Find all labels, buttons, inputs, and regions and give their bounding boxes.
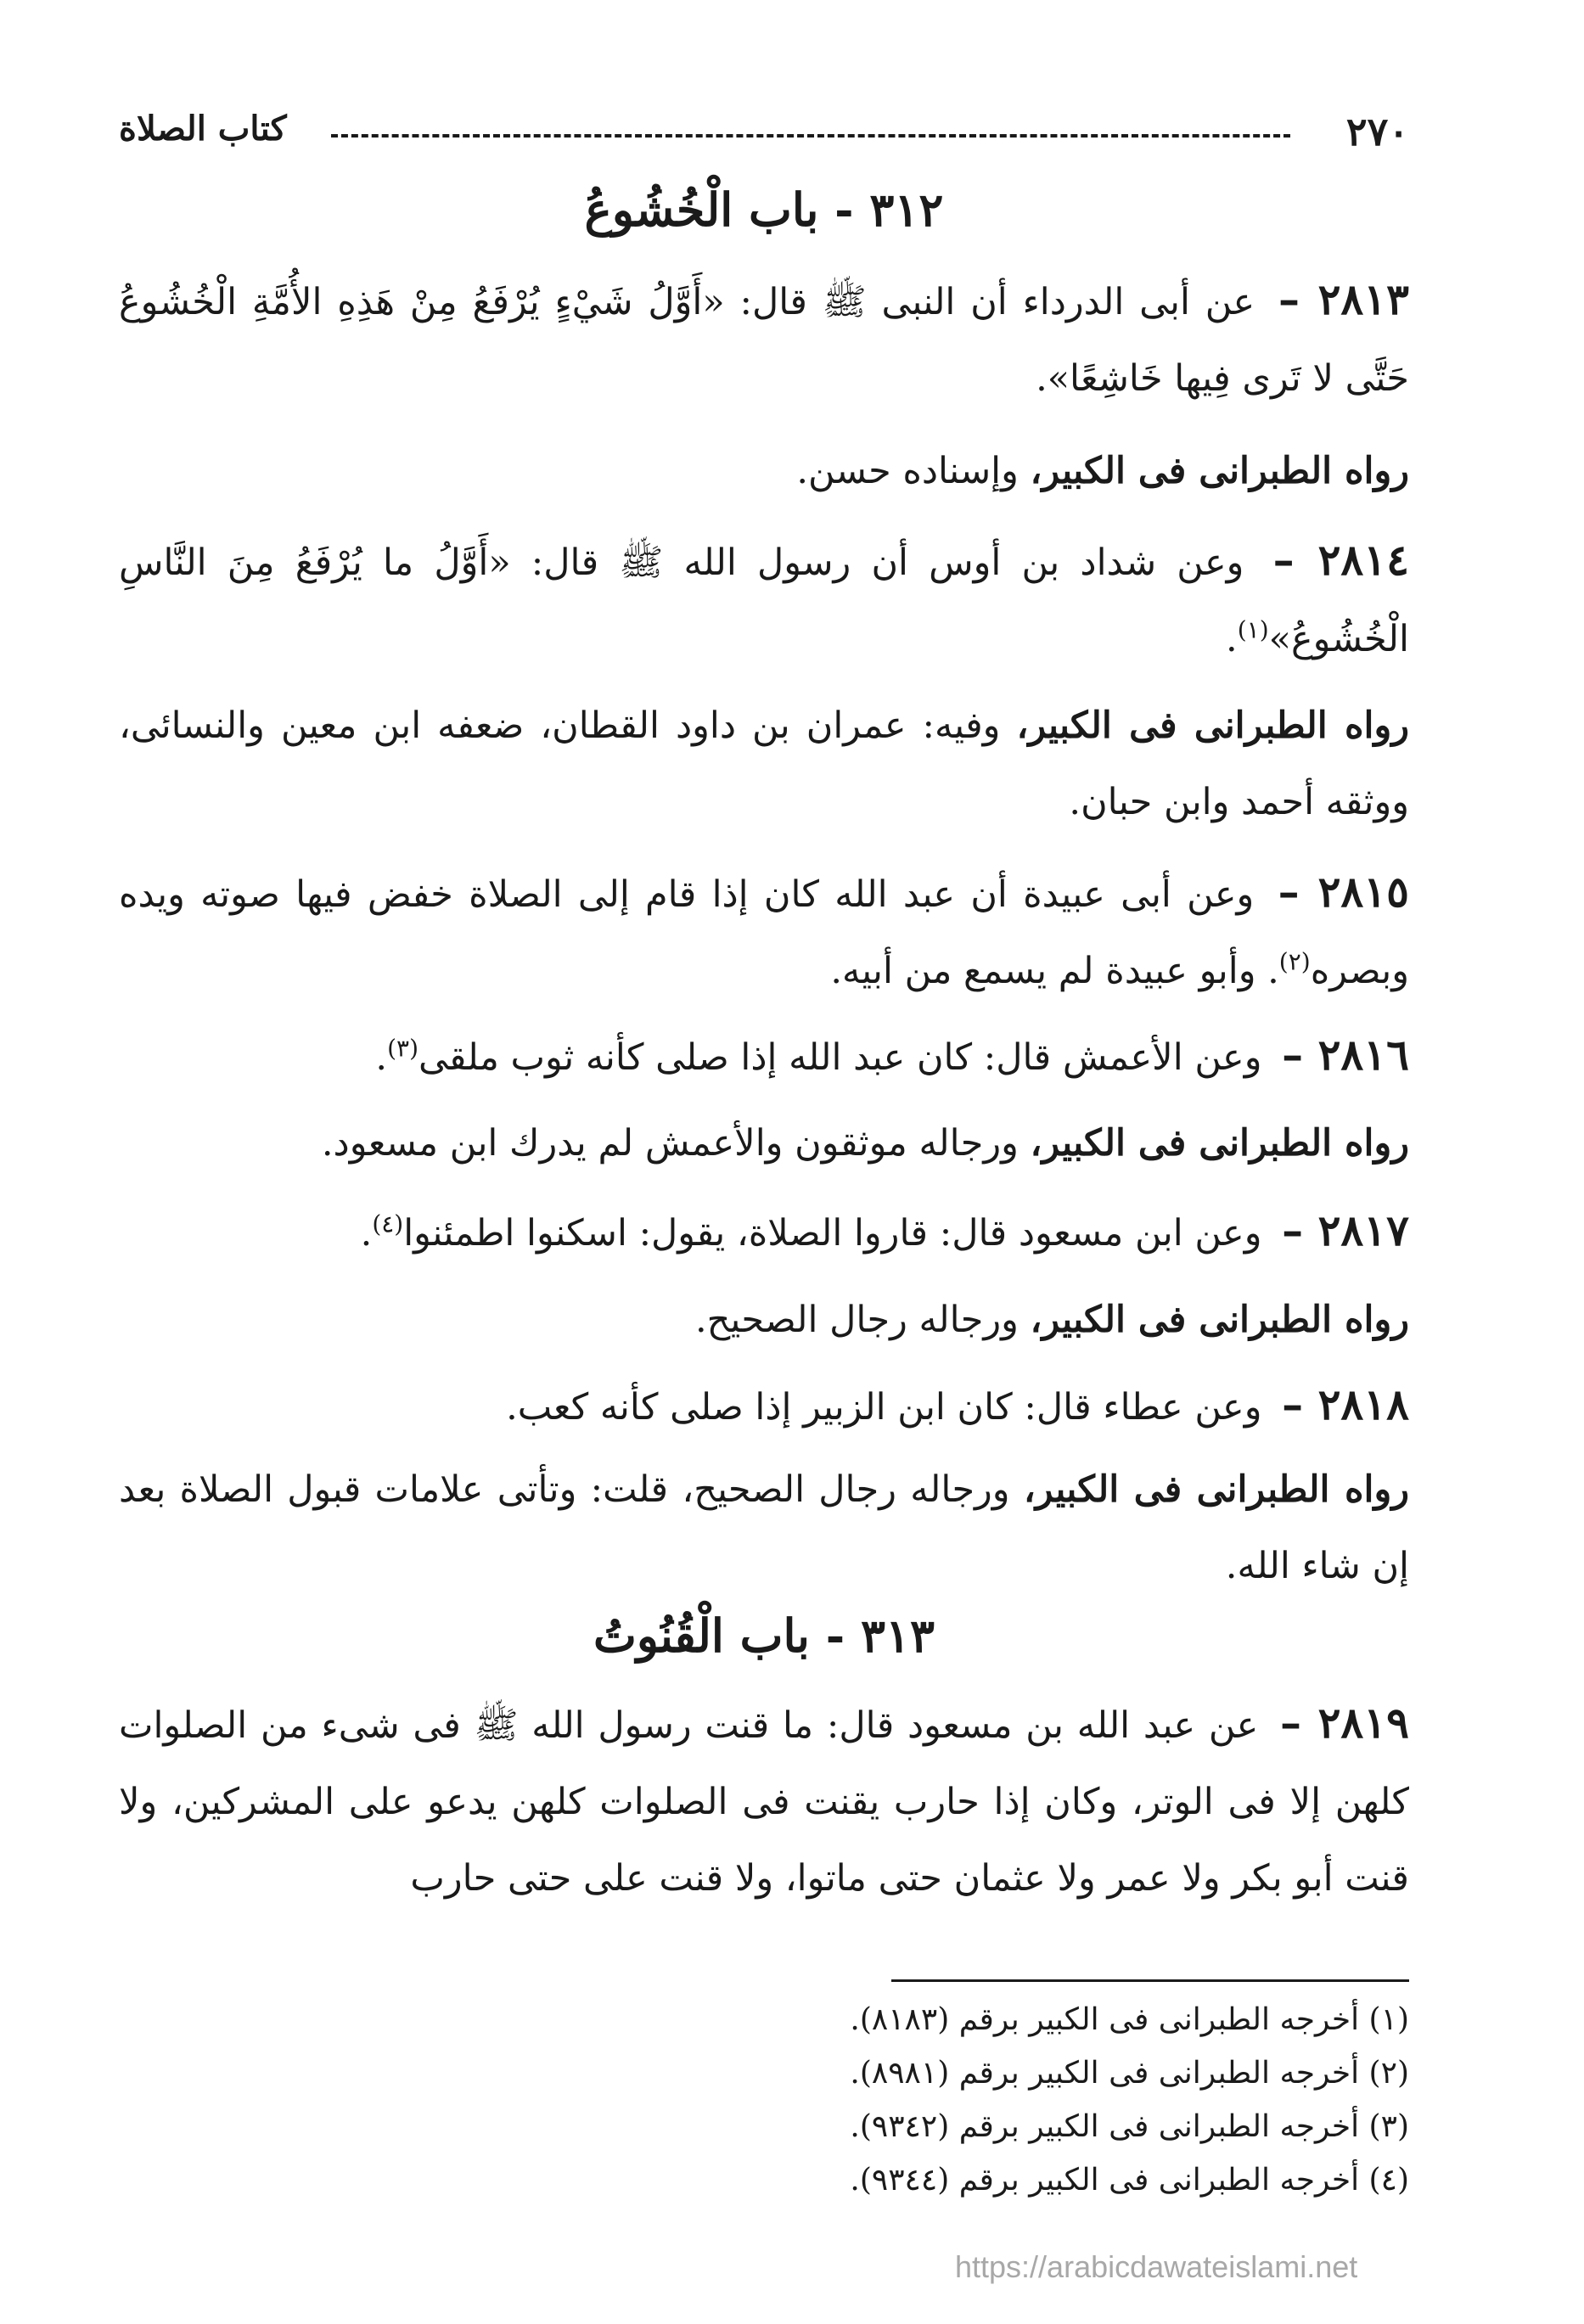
book-title: كتاب الصلاة (119, 109, 287, 149)
source-text: ورجاله رجال الصحيح. (694, 1299, 1019, 1341)
hadith-text: وعن عطاء قال: كان ابن الزبير إذا صلى كأنه كعب. (506, 1386, 1262, 1429)
hadith-tail: . (375, 1036, 388, 1079)
footnote-marker: (٤) (372, 1210, 404, 1238)
footnote-separator (891, 1979, 1409, 1982)
source-label: رواه الطبرانى فى الكبير، (1030, 1299, 1409, 1341)
hadith-entry (119, 1193, 1409, 1271)
page-number: ٢٧٠ (1345, 109, 1409, 154)
hadith-number: ٢٨١٣ – (1278, 274, 1409, 324)
chapter-heading: ٣١٣ - باب الْقُنُوتُ (593, 1608, 935, 1663)
source-text: وفيه: عمران بن داود القطان، ضعفه ابن معين والنسائى، ووثقه أحمد وابن حبان. (119, 704, 1409, 823)
source-text: وإسناده حسن. (796, 450, 1019, 492)
hadith-entry (119, 1017, 1409, 1096)
chapter-heading: ٣١٢ - باب الْخُشُوعُ (584, 182, 944, 237)
footnote-marker: (١) (1237, 615, 1269, 644)
footnote: (٢) أخرجه الطبرانى فى الكبير برقم (٨٩٨١). (850, 2056, 1409, 2091)
source-note (119, 1282, 1409, 1358)
footnotes (119, 1993, 1409, 2207)
running-head (119, 109, 1409, 160)
hadith-tail: . (1226, 618, 1238, 660)
source-note (119, 688, 1409, 840)
hadith-text: عن أبى الدرداء أن النبى ﷺ قال: «أَوَّلُ شَيْءٍ يُرْفَعُ مِنْ هَذِهِ الأُمَّةِ الْخُشُوعُ حَتَّى لا تَرى فِيها خَاشِعًا». (119, 281, 1409, 400)
footnote: (٤) أخرجه الطبرانى فى الكبير برقم (٩٣٤٤). (850, 2163, 1409, 2198)
hadith-text: وعن الأعمش قال: كان عبد الله إذا صلى كأنه ثوب ملقى (418, 1036, 1262, 1079)
hadith-number: ٢٨١٥ – (1278, 867, 1409, 917)
hadith-number: ٢٨١٤ – (1272, 535, 1409, 585)
hadith-entry (119, 1367, 1409, 1445)
source-note (119, 1451, 1409, 1604)
hadith-number: ٢٨١٩ – (1280, 1698, 1409, 1748)
hadith-tail: . وأبو عبيدة لم يسمع من أبيه. (830, 950, 1279, 992)
footnote: (٣) أخرجه الطبرانى فى الكبير برقم (٩٣٤٢). (850, 2109, 1409, 2144)
hadith-text: عن عبد الله بن مسعود قال: ما قنت رسول الله ﷺ فى شىء من الصلوات كلهن إلا فى الوتر، وكان إذا حارب يقنت فى الصلوات كلهن يدعو على المشركين، ولا قنت أبو بكر ولا عمر ولا عثمان حتى ماتوا، ولا قنت على حتى حارب (119, 1704, 1409, 1900)
hadith-text: وعن شداد بن أوس أن رسول الله ﷺ قال: «أَوَّلُ ما يُرْفَعُ مِنَ النَّاسِ الْخُشُوعُ» (119, 542, 1409, 660)
footnote-marker: (٣) (387, 1034, 418, 1063)
hadith-text: وعن أبى عبيدة أن عبد الله كان إذا قام إلى الصلاة خفض فيها صوته ويده وبصره (119, 873, 1409, 992)
header-dashed-rule (331, 134, 1290, 138)
hadith-entry (119, 261, 1409, 417)
source-note (119, 1105, 1409, 1182)
hadith-number: ٢٨١٨ – (1282, 1379, 1409, 1429)
hadith-entry (119, 854, 1409, 1009)
source-label: رواه الطبرانى فى الكبير، (1023, 1468, 1409, 1511)
source-note (119, 433, 1409, 509)
hadith-text: وعن ابن مسعود قال: قاروا الصلاة، يقول: اسكنوا اطمئنوا (403, 1212, 1262, 1255)
hadith-number: ٢٨١٧ – (1282, 1205, 1409, 1255)
footnote: (١) أخرجه الطبرانى فى الكبير برقم (٨١٨٣). (850, 2002, 1409, 2037)
hadith-number: ٢٨١٦ – (1282, 1030, 1409, 1080)
watermark-url: https://arabicdawateislami.net (955, 2249, 1358, 2284)
source-label: رواه الطبرانى فى الكبير، (1030, 1122, 1409, 1165)
source-label: رواه الطبرانى فى الكبير، (1030, 450, 1409, 492)
source-label: رواه الطبرانى فى الكبير، (1016, 704, 1409, 747)
hadith-entry (119, 1685, 1409, 1917)
hadith-entry (119, 522, 1409, 677)
source-text: ورجاله رجال الصحيح، قلت: وتأتى علامات قبول الصلاة بعد إن شاء الله. (119, 1468, 1409, 1587)
footnote-marker: (٢) (1278, 947, 1311, 976)
hadith-tail: . (360, 1212, 373, 1255)
source-text: ورجاله موثقون والأعمش لم يدرك ابن مسعود. (321, 1122, 1019, 1165)
